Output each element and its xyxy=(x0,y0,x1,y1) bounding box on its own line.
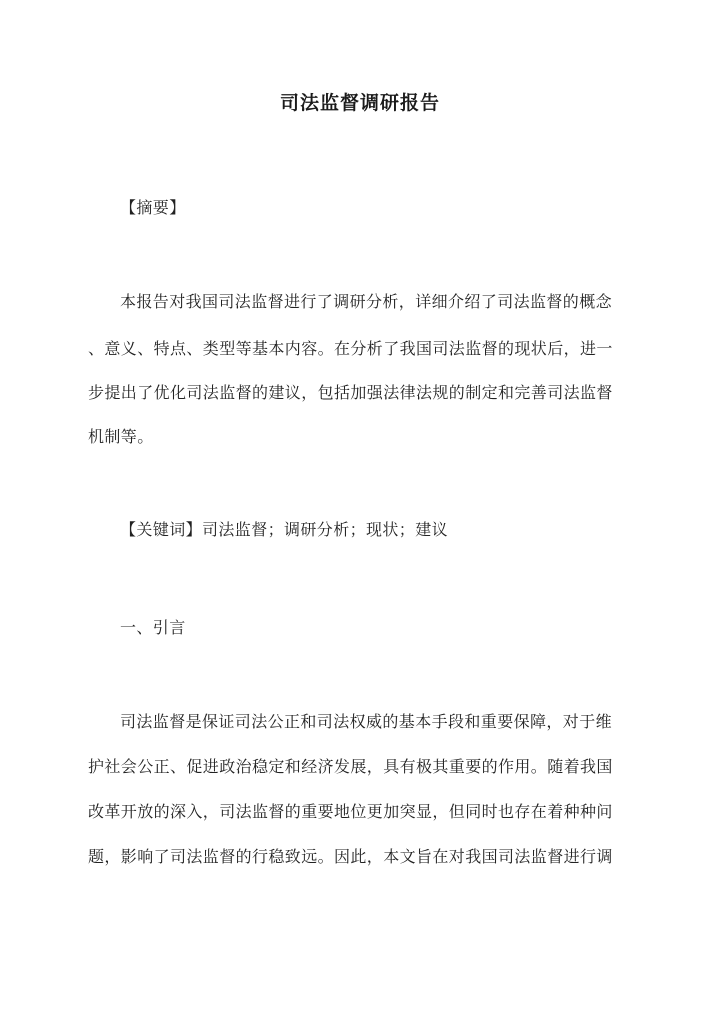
abstract-line-1: 本报告对我国司法监督进行了调研分析，详细介绍了司法监督的概念 xyxy=(120,292,613,311)
section-1-heading: 一、引言 xyxy=(120,618,186,637)
abstract-line-2: 、意义、特点、类型等基本内容。在分析了我国司法监督的现状后，进一 xyxy=(88,339,613,358)
section-1-line-2: 护社会公正、促进政治稳定和经济发展，具有极其重要的作用。随着我国 xyxy=(88,757,613,776)
abstract-heading: 【摘要】 xyxy=(120,198,186,217)
section-1-line-4: 题，影响了司法监督的行稳致远。因此，本文旨在对我国司法监督进行调 xyxy=(88,847,613,866)
section-1-line-1: 司法监督是保证司法公正和司法权威的基本手段和重要保障，对于维 xyxy=(120,712,613,731)
abstract-line-3: 步提出了优化司法监督的建议，包括加强法律法规的制定和完善司法监督 xyxy=(88,383,613,402)
section-1-line-3: 改革开放的深入，司法监督的重要地位更加突显，但同时也存在着种种问 xyxy=(88,802,613,821)
keywords-line: 【关键词】司法监督；调研分析；现状；建议 xyxy=(120,520,449,539)
document-title: 司法监督调研报告 xyxy=(279,92,440,114)
abstract-line-4: 机制等。 xyxy=(88,427,154,446)
